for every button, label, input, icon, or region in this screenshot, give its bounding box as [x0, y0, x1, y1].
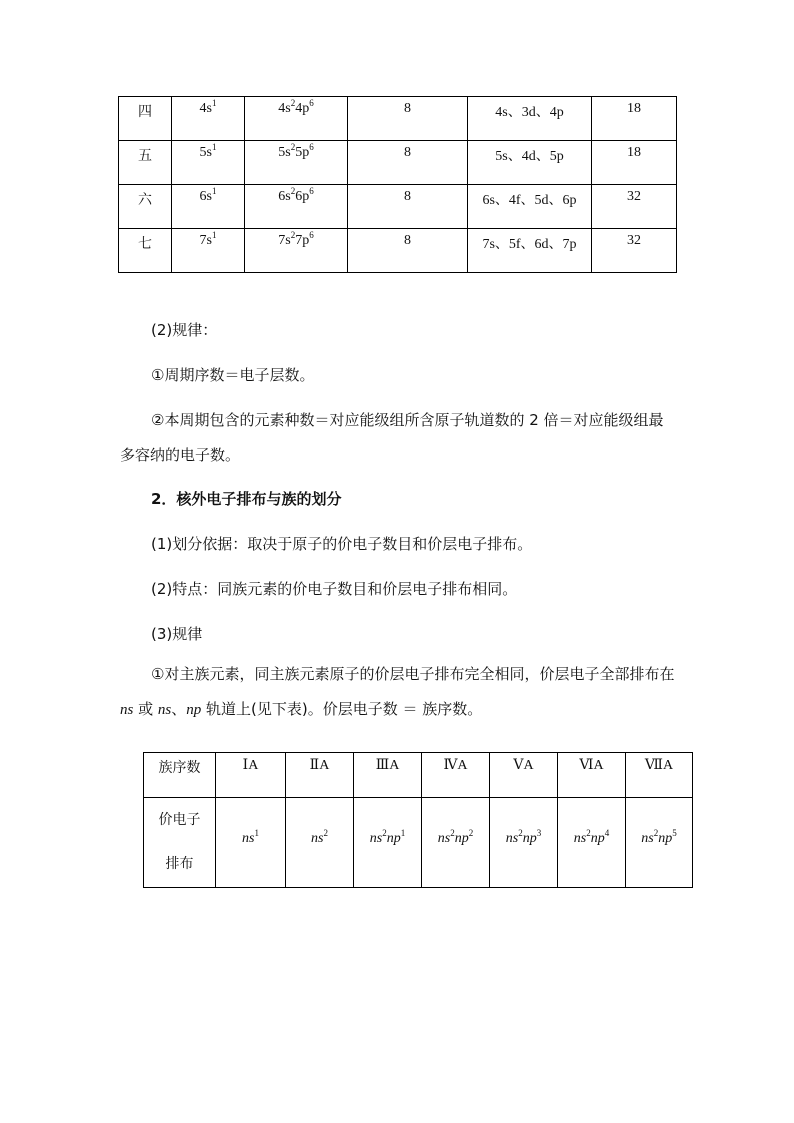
config-cell — [558, 798, 626, 888]
cell-text: 2 — [290, 186, 296, 196]
first-config-cell — [172, 141, 245, 185]
last-config-cell — [245, 185, 348, 229]
period-row — [119, 185, 677, 229]
config-cell — [286, 798, 354, 888]
ns-term: ns — [120, 702, 134, 718]
rule-heading-3: (3)规律 — [151, 625, 203, 643]
count-cell — [348, 141, 468, 185]
config-s-sup: 2 — [382, 827, 387, 838]
cell-text: 五 — [138, 149, 152, 164]
cell-text: 8 — [404, 189, 411, 204]
config-p-sup: 5 — [672, 827, 677, 838]
config-cell — [626, 798, 693, 888]
orbitals-cell — [468, 229, 592, 273]
orbitals-cell — [468, 97, 592, 141]
group-table — [143, 752, 693, 888]
group-header: ⅦA — [626, 753, 693, 798]
group-header: ⅤA — [490, 753, 558, 798]
cell-text: 6p — [295, 189, 310, 204]
config-p: np — [590, 830, 605, 846]
cell-text: 8 — [404, 233, 411, 248]
config-s-sup: 2 — [450, 827, 455, 838]
cell-text: 6 — [309, 186, 314, 196]
orbitals-cell — [468, 185, 592, 229]
rule-heading: (2)规律： — [151, 321, 218, 339]
config-p-sup: 1 — [400, 827, 406, 838]
cell-text: 7s — [199, 233, 212, 248]
cell-text: 1 — [211, 142, 217, 152]
config-cell — [354, 798, 422, 888]
config-s-sup: 2 — [653, 827, 659, 838]
config-p: np — [658, 830, 673, 846]
last-config-cell — [245, 229, 348, 273]
ns-term: ns — [157, 702, 172, 718]
period-row — [119, 97, 677, 141]
first-config-cell — [172, 185, 245, 229]
cell-text: 六 — [138, 193, 152, 208]
last-config-cell — [245, 141, 348, 185]
group-header: ⅡA — [286, 753, 354, 798]
elements-cell — [592, 229, 677, 273]
rule-1: ①周期序数＝电子层数。 — [151, 366, 315, 384]
config-row-label-line1: 价电子 — [158, 811, 201, 828]
first-config-cell — [172, 97, 245, 141]
period-cell — [119, 141, 172, 185]
config-s: ns — [369, 830, 383, 846]
config-cell — [216, 798, 286, 888]
elements-cell — [592, 97, 677, 141]
count-cell — [348, 97, 468, 141]
config-p-sup: 2 — [468, 827, 474, 838]
group-header-label: 族序数 — [144, 753, 216, 798]
count-cell — [348, 229, 468, 273]
cell-text: 5p — [295, 145, 310, 160]
config-cell — [422, 798, 490, 888]
period-table — [118, 96, 677, 273]
cell-text: 1 — [211, 186, 217, 196]
cell-text: 七 — [138, 237, 152, 252]
config-row-label-line2: 排布 — [165, 855, 194, 872]
text-segment: 或 — [133, 700, 158, 718]
config-s-sup: 2 — [586, 827, 591, 838]
section-heading: 2．核外电子排布与族的划分 — [151, 490, 342, 508]
count-cell — [348, 185, 468, 229]
config-s: ns — [437, 830, 451, 846]
rule-2: ②本周期包含的元素种数＝对应能级组所含原子轨道数的 2 倍＝对应能级组最多容纳的电子数。 — [120, 411, 664, 464]
config-p-sup: 4 — [604, 827, 610, 838]
cell-text: 32 — [627, 189, 641, 204]
cell-text: 1 — [211, 230, 217, 240]
period-cell — [119, 97, 172, 141]
cell-text: 6 — [309, 230, 314, 240]
cell-text: 8 — [404, 145, 411, 160]
group-header: ⅣA — [422, 753, 490, 798]
cell-text: 2 — [290, 230, 296, 240]
period-cell — [119, 185, 172, 229]
cell-text: 2 — [290, 98, 296, 108]
cell-text: 6s — [199, 189, 212, 204]
period-cell — [119, 229, 172, 273]
cell-text: 四 — [138, 105, 152, 120]
group-header: ⅥA — [558, 753, 626, 798]
cell-text: 6 — [309, 142, 314, 152]
config-s: ns — [641, 830, 654, 846]
np-term: np — [186, 702, 202, 718]
config-p: np — [522, 830, 537, 846]
cell-text: 18 — [627, 145, 641, 160]
cell-text: 6s、4f、5d、6p — [482, 193, 577, 208]
config-p: np — [454, 830, 469, 846]
config-s: ns — [242, 830, 255, 846]
config-p: np — [386, 830, 401, 846]
cell-text: 1 — [211, 98, 217, 108]
config-s: ns — [311, 830, 324, 846]
cell-text: 7s、5f、6d、7p — [482, 237, 577, 252]
orbitals-cell — [468, 141, 592, 185]
config-p-sup: 3 — [536, 827, 542, 838]
first-config-cell — [172, 229, 245, 273]
cell-text: 6 — [309, 98, 314, 108]
cell-text: 4p — [295, 101, 310, 116]
elements-cell — [592, 141, 677, 185]
text-segment: ①对主族元素，同主族元素原子的价层电子排布完全相同，价层电子全部排布在 — [151, 665, 675, 683]
feature-paragraph: (2)特点：同族元素的价电子数目和价层电子排布相同。 — [151, 580, 518, 598]
period-row — [119, 141, 677, 185]
group-header: ⅠA — [216, 753, 286, 798]
cell-text: 4s、3d、4p — [495, 105, 564, 120]
cell-text: 5s、4d、5p — [495, 149, 564, 164]
main-group-paragraph — [120, 657, 676, 728]
text-segment: 轨道上(见下表)。价层电子数 ＝ 族序数。 — [201, 700, 483, 718]
period-row — [119, 229, 677, 273]
cell-text: 5s — [278, 145, 291, 160]
elements-cell — [592, 185, 677, 229]
cell-text: 6s — [278, 189, 291, 204]
config-s: ns — [505, 830, 519, 846]
cell-text: 8 — [404, 101, 411, 116]
config-row-label — [144, 798, 216, 888]
cell-text: 7p — [295, 233, 310, 248]
basis-paragraph: (1)划分依据：取决于原子的价电子数目和价层电子排布。 — [151, 535, 533, 553]
cell-text: 32 — [627, 233, 641, 248]
cell-text: 4s — [199, 101, 212, 116]
last-config-cell — [245, 97, 348, 141]
cell-text: 7s — [278, 233, 291, 248]
config-s-sup: 2 — [323, 827, 328, 838]
text-segment: 、 — [171, 700, 187, 718]
group-header: ⅢA — [354, 753, 422, 798]
config-cell — [490, 798, 558, 888]
cell-text: 18 — [627, 101, 641, 116]
cell-text: 2 — [290, 142, 296, 152]
config-s-sup: 2 — [518, 827, 523, 838]
cell-text: 4s — [278, 101, 291, 116]
config-s: ns — [573, 830, 587, 846]
cell-text: 5s — [199, 145, 212, 160]
config-s-sup: 1 — [254, 827, 259, 838]
